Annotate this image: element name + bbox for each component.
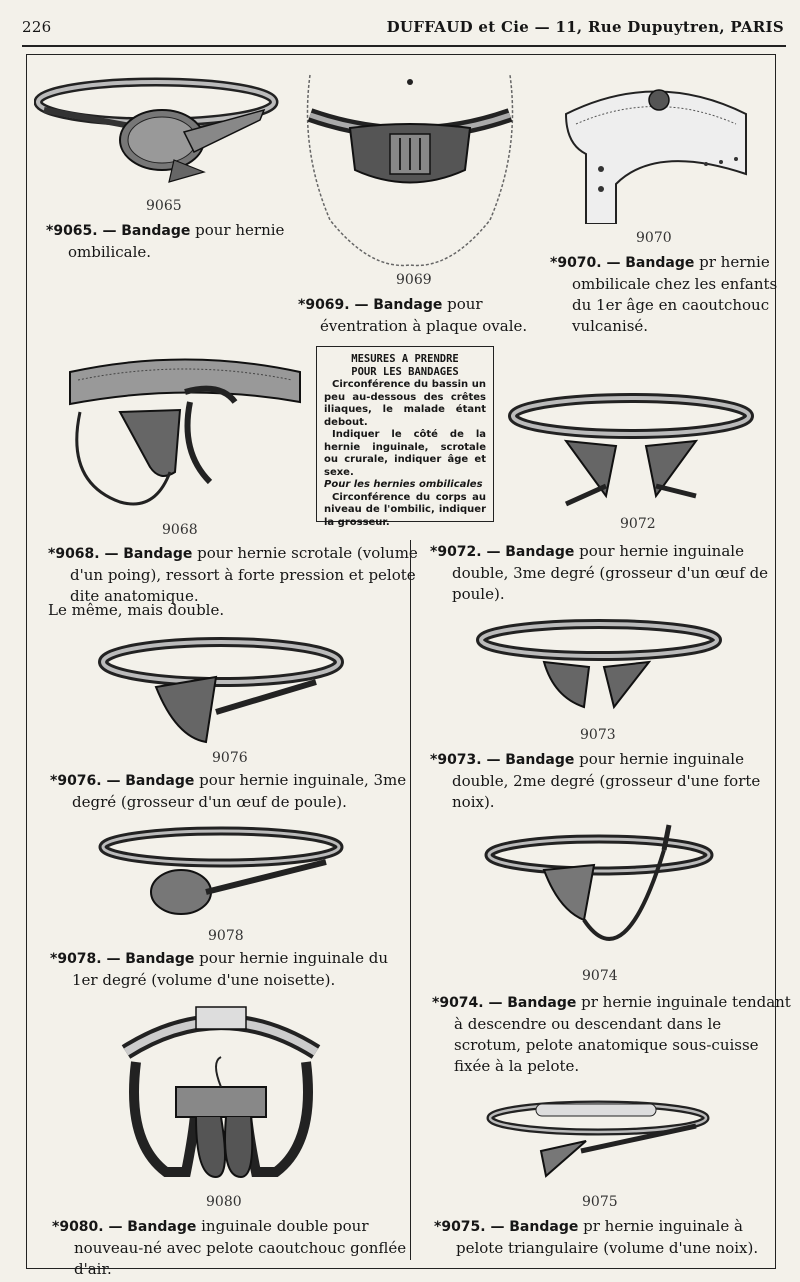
figure-9069-illustration (290, 70, 530, 270)
caption-9072: *9072. — Bandage pour hernie inguinale double, 3me degré (grosseur d'un œuf de poule). (430, 542, 769, 603)
header-rule (22, 45, 786, 47)
box-paragraph-umbilical-heading: Pour les hernies ombilicales (324, 479, 483, 490)
header-text: DUFFAUD et Cie — 11, Rue Dupuytren, PARIS (386, 18, 784, 36)
figure-9075-number: 9075 (582, 1194, 618, 1210)
page-number: 226 (22, 18, 52, 36)
box-title-line2: POUR LES BANDAGES (351, 366, 459, 378)
box-title-line1: MESURES A PRENDRE (351, 353, 459, 365)
figure-9080-number: 9080 (206, 1194, 242, 1210)
figure-9069-number: 9069 (396, 272, 432, 288)
caption-9068-extra: Le même, mais double. (48, 601, 225, 619)
figure-9074-illustration (484, 820, 714, 965)
figure-9073-illustration (474, 612, 724, 717)
figure-9068-number: 9068 (162, 522, 198, 538)
figure-9072-number: 9072 (620, 516, 656, 532)
caption-9078: *9078. — Bandage pour hernie inguinale du 1er degré (volume d'une noisette). (50, 949, 388, 989)
caption-9076: *9076. — Bandage pour hernie inguinale, 3me degré (grosseur d'un œuf de poule). (50, 771, 407, 811)
caption-9080: *9080. — Bandage inguinale double pour nouveau-né avec pelote caoutchouc gonflée d'air. (52, 1217, 407, 1278)
caption-9065: *9065. — Bandage pour hernie ombilicale. (46, 221, 285, 261)
figure-9074-number: 9074 (582, 968, 618, 984)
caption-9074: *9074. — Bandage pr hernie inguinale tendant à descendre ou descendant dans le scrotum, pelote anatomique sous-cuisse fixée à la pelote. (432, 993, 791, 1075)
figure-9070-illustration (556, 74, 766, 224)
caption-9075: *9075. — Bandage pr hernie inguinale à pelote triangulaire (volume d'une noix). (434, 1217, 759, 1257)
figure-9065-illustration (34, 72, 284, 192)
figure-9065-number: 9065 (146, 198, 182, 214)
box-paragraph-umbilical: Circonférence du corps au niveau de l'ombilic, indiquer la grosseur. (324, 491, 486, 528)
box-paragraph-pelvis: Circonférence du bassin un peu au-dessous des crêtes iliaques, le malade étant debout. (324, 379, 486, 428)
measurement-instructions-box (316, 346, 494, 528)
figure-9080-illustration (116, 1002, 326, 1182)
figure-9076-number: 9076 (212, 750, 248, 766)
figure-9072-illustration (506, 386, 756, 511)
caption-9070: *9070. — Bandage pr hernie ombilicale chez les enfants du 1er âge en caoutchouc vulcanisé. (550, 253, 778, 335)
caption-9068: *9068. — Bandage pour hernie scrotale (volume d'un poing), ressort à forte pression et pelote dite anatomique. (48, 544, 418, 605)
figure-9076-illustration (96, 632, 346, 747)
figure-9068-illustration (60, 352, 310, 517)
caption-9069: *9069. — Bandage pour éventration à plaque ovale. (298, 295, 528, 335)
figure-9078-number: 9078 (208, 928, 244, 944)
figure-9070-number: 9070 (636, 230, 672, 246)
figure-9078-illustration (96, 822, 346, 922)
caption-9073: *9073. — Bandage pour hernie inguinale double, 2me degré (grosseur d'une forte noix). (430, 750, 761, 811)
figure-9075-illustration (486, 1096, 711, 1186)
box-paragraph-side: Indiquer le côté de la hernie inguinale, scrotale ou crurale, indiquer âge et sexe. (324, 429, 486, 478)
figure-9073-number: 9073 (580, 727, 616, 743)
column-divider (410, 540, 411, 1260)
